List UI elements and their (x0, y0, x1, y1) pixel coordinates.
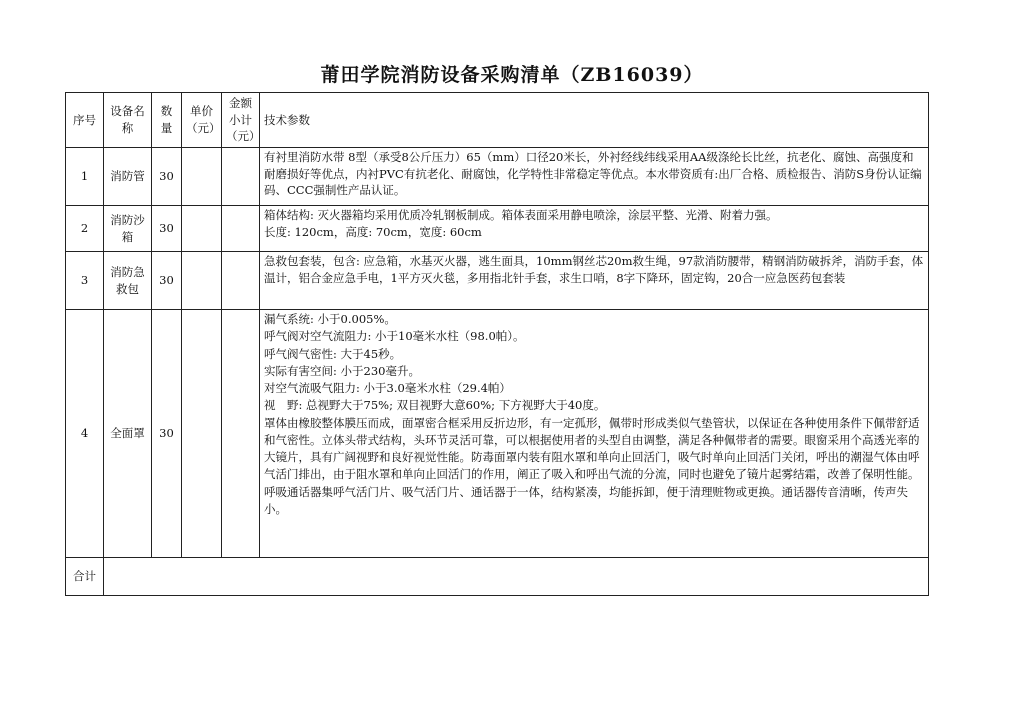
row-seq: 2 (66, 206, 104, 252)
spec-line: 长度: 120cm，高度: 70cm，宽度: 60cm (264, 224, 482, 239)
row-spec (260, 252, 929, 310)
row-subtotal (222, 148, 260, 206)
row-price (182, 310, 222, 558)
table-row (66, 148, 929, 206)
spec-line: 实际有害空间: 小于230毫升。 (264, 363, 420, 378)
spec-line: 箱体结构: 灭火器箱均采用优质冷轧钢板制成。箱体表面采用静电喷涂，涂层平整、光滑、附着力强。 (264, 208, 778, 222)
row-subtotal (222, 310, 260, 558)
spec-line: 呼气阀对空气流阻力: 小于10毫米水柱（98.0帕）。 (264, 329, 525, 344)
spec-line: 急救包套装，包含: 应急箱，水基灭火器，逃生面具，10mm钢丝芯20m救生绳，97款消防腰带，精钢消防破拆斧，消防手套，体温计，铝合金应急手电，1平方灭火毯，多用指北针手套，求生口哨，8字下降环，固定钩，20合一应急医药包套装 (264, 254, 924, 285)
header-spec: 技术参数 (260, 93, 929, 148)
row-subtotal (222, 206, 260, 252)
row-subtotal (222, 252, 260, 310)
spec-line: 漏气系统: 小于0.005%。 (264, 312, 396, 326)
row-name: 全面罩 (104, 310, 152, 558)
row-seq: 1 (66, 148, 104, 206)
row-price (182, 252, 222, 310)
header-subtotal: 金额小计（元） (222, 93, 260, 148)
row-seq: 3 (66, 252, 104, 310)
row-qty: 30 (152, 252, 182, 310)
table-row (66, 206, 929, 252)
row-price (182, 206, 222, 252)
total-row (66, 558, 929, 596)
header-row (66, 93, 929, 148)
row-qty: 30 (152, 148, 182, 206)
spec-line: 呼气阀气密性: 大于45秒。 (264, 346, 402, 361)
row-name: 消防急救包 (104, 252, 152, 310)
header-name: 设备名称 (104, 93, 152, 148)
row-spec (260, 206, 929, 252)
row-spec (260, 310, 929, 558)
total-value (104, 558, 929, 596)
row-price (182, 148, 222, 206)
page-title: 莆田学院消防设备采购清单（ZB16039） (320, 64, 704, 86)
header-seq: 序号 (66, 93, 104, 148)
header-qty: 数量 (152, 93, 182, 148)
row-name: 消防管 (104, 148, 152, 206)
header-price: 单价（元） (182, 93, 222, 148)
row-spec (260, 148, 929, 206)
row-name: 消防沙箱 (104, 206, 152, 252)
row-seq: 4 (66, 310, 104, 558)
spec-line: 罩体由橡胶整体膜压而成，面罩密合框采用反折边形，有一定孤形，佩带时形成类似气垫管状，以保证在各种使用条件下佩带舒适和气密性。立体头带式结构，头环节灵活可靠，可以根据使用者的头型自由调整，满足各种佩带者的需要。眼窗采用个高透光率的大镜片，具有广阔视野和良好视觉性能。防毒面罩内装有阻水罩和单向止回活门，吸气时单向止回活门关闭，呼出的潮湿气体由呼气活门排出，由于阻水罩和单向止回活门的作用，阐正了吸入和呼出气流的分流，同时也避免了镜片起雾结霜，改善了保明性能。呼吸通话器集呼气活门片、吸气活门片、通话器于一体，结构紧凑，均能拆卸，便于清理赃物或更换。通话器传音清晰，传声失小。 (264, 415, 920, 516)
table-row (66, 310, 929, 558)
row-qty: 30 (152, 310, 182, 558)
spec-line: 对空气流吸气阻力: 小于3.0毫米水柱（29.4帕） (264, 381, 511, 395)
spec-line: 有衬里消防水带 8型（承受8公斤压力）65（mm）口径20米长，外衬经线纬线采用AA级涤纶长比丝，抗老化、腐蚀、高强度和耐磨损好等优点，内衬PVC有抗老化、耐腐蚀，化学特性非常稳定等优点。本水带资质有:出厂合格、质检报告、消防S身份认证编码、CCC强制性产品认证。 (264, 150, 922, 198)
row-qty: 30 (152, 206, 182, 252)
total-label: 合计 (66, 558, 104, 596)
spec-line: 视 野: 总视野大于75%; 双目视野大意60%; 下方视野大于40度。 (264, 398, 606, 413)
table-row (66, 252, 929, 310)
procurement-table (65, 92, 929, 596)
